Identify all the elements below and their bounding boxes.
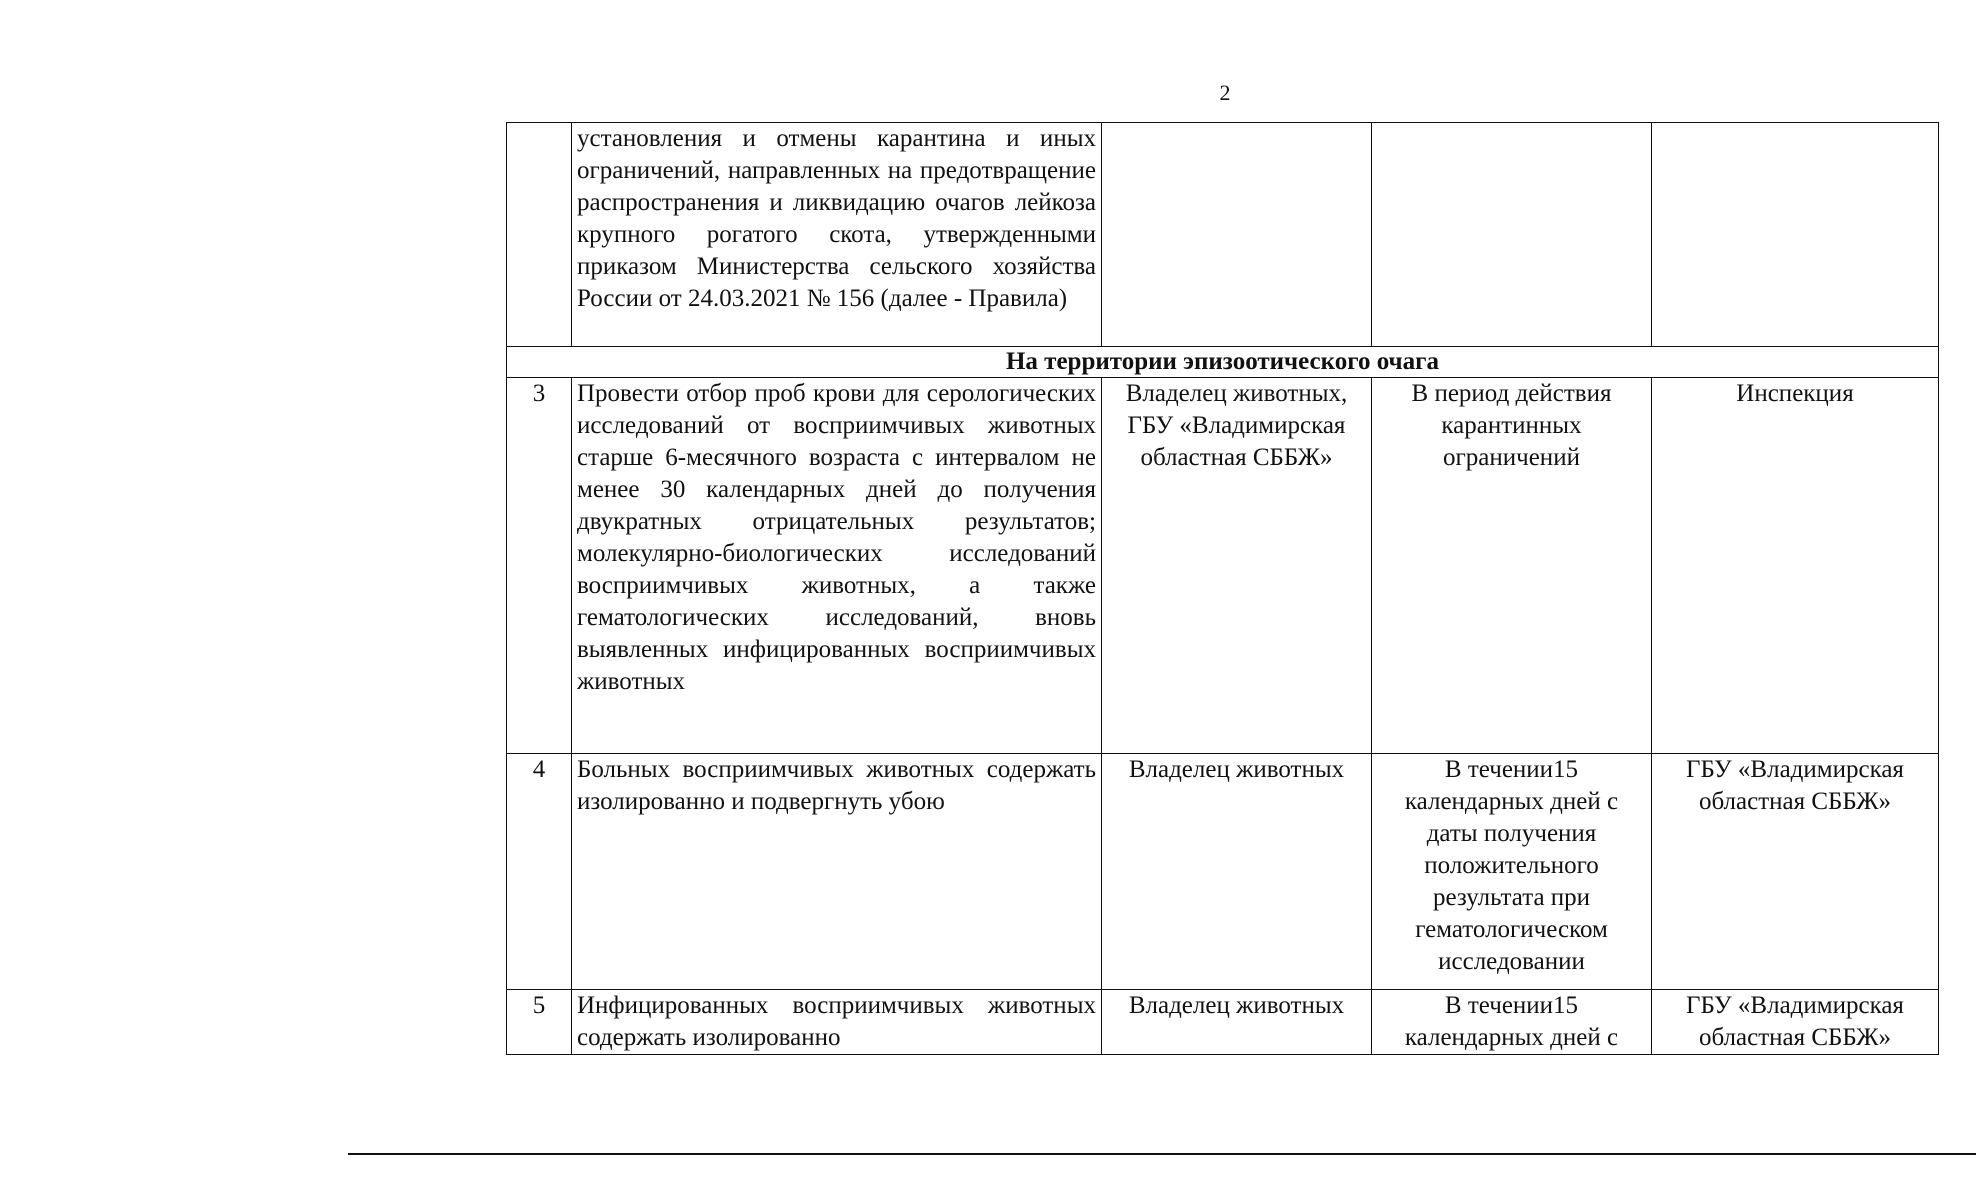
executor-cell-wrap: [1102, 990, 1372, 1055]
table-row: [507, 378, 1939, 754]
table-row: [507, 990, 1939, 1055]
measure-description-cell-wrap: [572, 990, 1102, 1055]
page-number: 2: [1219, 80, 1231, 105]
executor-cell: Владелец животных: [1102, 754, 1372, 990]
measure-description-cell: Больных восприимчивых животных содержать изолированно и подвергнуть убою: [572, 754, 1102, 990]
measure-description-cell: Провести отбор проб крови для серологических исследований от восприимчивых животных старше 6-месячного возраста с интервалом не менее 30 календарных дней до получения двукратных отрицательных результатов; молекулярно-биологических исследований восприимчивых животных, а также гематологических исследований, вновь выявленных инфицированных восприимчивых животных: [572, 378, 1102, 754]
executor-cell: Владелец животных: [1128, 992, 1345, 1019]
measure-description-cell: установления и отмены карантина и иных ограничений, направленных на предотвращение распространения и ликвидацию очагов лейкоза крупного рогатого скота, утвержденными приказом Министерства сельского хозяйства России от 24.03.2021 № 156 (далее - Правила): [572, 123, 1102, 347]
deadline-cell: В течении15 календарных дней с: [1404, 992, 1619, 1051]
executor-cell: [1102, 123, 1372, 347]
footer-divider: [348, 1153, 1976, 1155]
deadline-cell: В течении15 календарных дней с даты получения положительного результата при гематологическом исследовании: [1372, 754, 1652, 990]
row-number-cell: 3: [507, 378, 572, 754]
executor-cell: Владелец животных, ГБУ «Владимирская областная СББЖ»: [1102, 378, 1372, 754]
controller-cell: [1652, 123, 1939, 347]
table-row-continued: [507, 123, 1939, 347]
row-number-cell-wrap: [507, 990, 572, 1055]
measure-description-cell: Инфицированных восприимчивых животных содержать изолированно: [577, 992, 1096, 1051]
controller-cell: ГБУ «Владимирская областная СББЖ»: [1686, 992, 1904, 1051]
row-number-cell: [507, 123, 572, 347]
controller-cell: Инспекция: [1652, 378, 1939, 754]
controller-cell-wrap: [1652, 990, 1939, 1055]
section-heading: На территории эпизоотического очага: [507, 347, 1939, 378]
section-heading-row: [507, 347, 1939, 378]
deadline-cell: В период действия карантинных ограничений: [1372, 378, 1652, 754]
measures-table: [506, 122, 1939, 1055]
deadline-cell-wrap: [1372, 990, 1652, 1055]
row-number-cell: 4: [507, 754, 572, 990]
controller-cell: ГБУ «Владимирская областная СББЖ»: [1652, 754, 1939, 990]
table-row: [507, 754, 1939, 990]
deadline-cell: [1372, 123, 1652, 347]
row-number-cell: 5: [532, 992, 546, 1019]
